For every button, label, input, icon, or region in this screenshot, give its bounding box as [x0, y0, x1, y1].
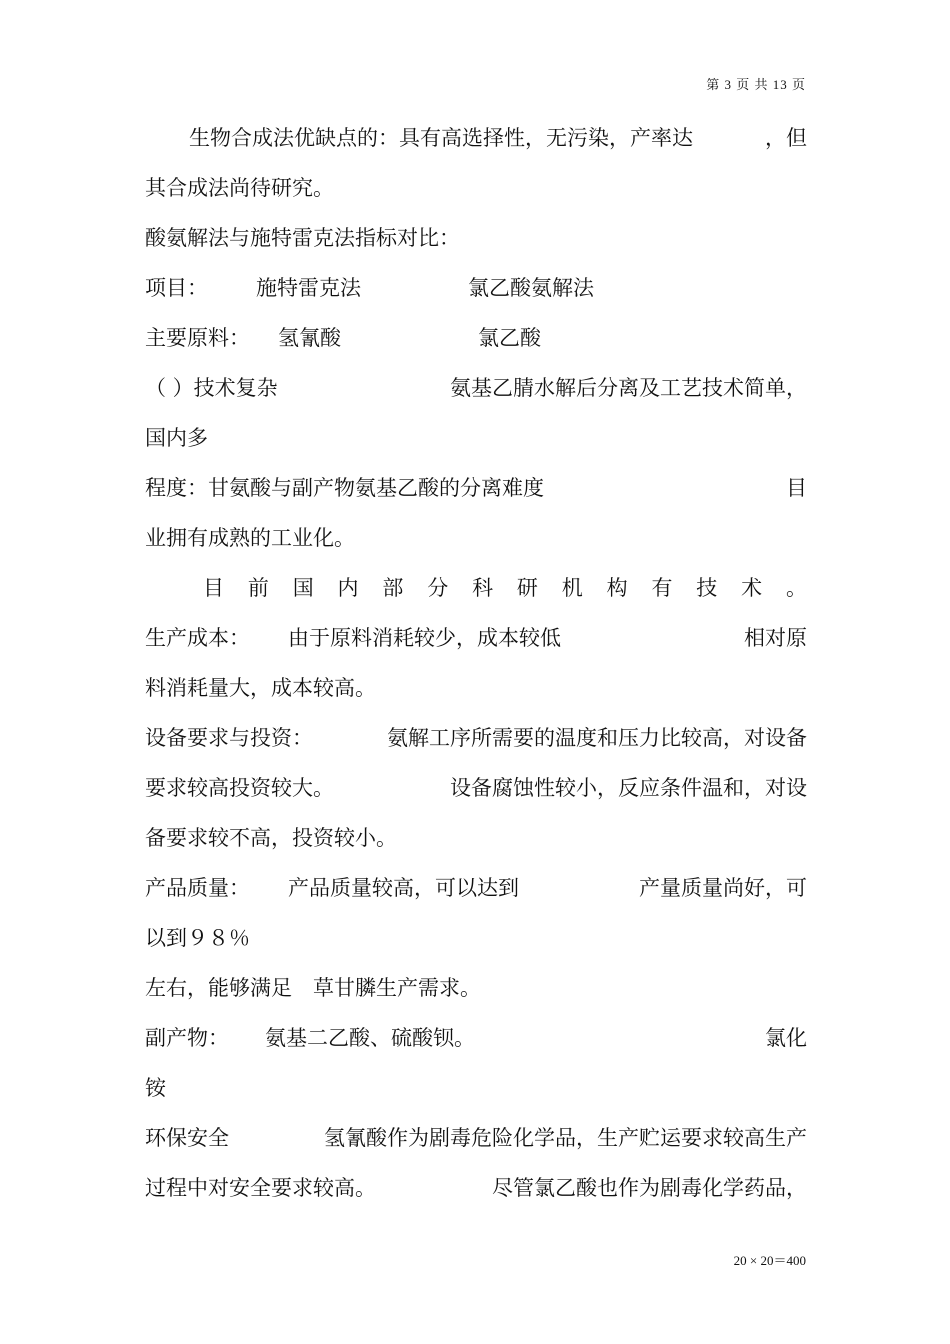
document-body	[145, 113, 807, 1213]
text-segment: 铵	[145, 1076, 166, 1100]
text-segment: 酸氨解法与施特雷克法指标对比：	[145, 226, 460, 250]
text-segment: 副产物：	[145, 1026, 229, 1050]
text-line-spread	[145, 563, 807, 613]
text-segment: 氢氰酸作为剧毒危险化学品，生产贮运要求较高生产	[324, 1126, 807, 1150]
text-char: 国	[292, 576, 314, 600]
text-line	[145, 913, 807, 963]
text-char: 机	[561, 576, 583, 600]
text-segment: 料消耗量大，成本较高。	[145, 676, 376, 700]
text-char: 分	[427, 576, 449, 600]
text-segment: 设备腐蚀性较小，反应条件温和，对设	[450, 776, 807, 800]
text-line	[145, 1163, 807, 1213]
text-line	[145, 713, 807, 763]
grid-note: 20 × 20＝400	[733, 1253, 806, 1268]
text-segment: 由于原料消耗较少，成本较低	[288, 626, 561, 650]
text-line	[145, 663, 807, 713]
text-line	[145, 463, 807, 513]
text-char: 构	[606, 576, 628, 600]
text-segment: 施特雷克法	[256, 276, 361, 300]
text-line	[145, 213, 807, 263]
text-line	[145, 113, 807, 163]
text-line	[145, 363, 807, 413]
text-segment: 氯化	[765, 1026, 807, 1050]
text-line	[145, 313, 807, 363]
text-segment: 项目：	[145, 276, 208, 300]
text-char: 研	[516, 576, 538, 600]
text-line	[145, 963, 807, 1013]
text-segment: 生产成本：	[145, 626, 250, 650]
text-segment: 设备要求与投资：	[145, 726, 313, 750]
text-segment: 要求较高投资较大。	[145, 776, 334, 800]
text-line	[145, 1113, 807, 1163]
text-segment: 主要原料：	[145, 326, 250, 350]
text-segment: 氨基乙腈水解后分离及工艺技术简单，	[450, 376, 807, 400]
text-line	[145, 413, 807, 463]
text-segment: 氯乙酸	[478, 326, 541, 350]
text-char: 术	[741, 576, 763, 600]
text-char: 科	[472, 576, 494, 600]
text-segment: ，但	[765, 126, 807, 150]
text-line	[145, 1063, 807, 1113]
text-segment: 尽管氯乙酸也作为剧毒化学药品，	[492, 1176, 807, 1200]
text-char: 目	[203, 576, 224, 600]
text-char: 内	[337, 576, 359, 600]
text-segment: 过程中对安全要求较高。	[145, 1176, 376, 1200]
text-segment: 环保安全	[145, 1126, 229, 1150]
text-line	[145, 763, 807, 813]
text-segment: 程度：甘氨酸与副产物氨基乙酸的分离难度	[145, 476, 544, 500]
text-segment: 氨基二乙酸、硫酸钡。	[265, 1026, 475, 1050]
text-char: 技	[696, 576, 718, 600]
text-line	[145, 1013, 807, 1063]
text-segment: 生物合成法优缺点的：具有高选择性，无污染，产率达	[189, 126, 693, 150]
text-line	[145, 813, 807, 863]
text-line	[145, 263, 807, 313]
text-char: 前	[247, 576, 269, 600]
text-char: 有	[651, 576, 673, 600]
text-segment: 备要求较不高，投资较小。	[145, 826, 397, 850]
text-segment: 国内多	[145, 426, 208, 450]
text-line	[145, 513, 807, 563]
text-segment: 相对原	[744, 626, 807, 650]
text-segment: （ ）技术复杂	[145, 376, 278, 400]
text-segment: 氢氰酸	[278, 326, 341, 350]
text-char: 部	[382, 576, 404, 600]
text-segment: 产品质量较高，可以达到	[288, 876, 519, 900]
text-line	[145, 613, 807, 663]
text-segment: 其合成法尚待研究。	[145, 176, 334, 200]
text-char: 。	[785, 576, 807, 600]
text-segment: 以到９８％	[145, 926, 250, 950]
text-segment: 产品质量：	[145, 876, 250, 900]
text-segment: 左右，能够满足 草甘膦生产需求。	[145, 976, 481, 1000]
text-segment: 产量质量尚好，可	[639, 876, 807, 900]
text-segment: 目	[786, 476, 807, 500]
text-line	[145, 163, 807, 213]
text-segment: 氯乙酸氨解法	[468, 276, 594, 300]
text-line	[145, 863, 807, 913]
page-indicator: 第 3 页 共 13 页	[706, 77, 806, 92]
text-segment: 氨解工序所需要的温度和压力比较高，对设备	[387, 726, 807, 750]
text-segment: 业拥有成熟的工业化。	[145, 526, 355, 550]
